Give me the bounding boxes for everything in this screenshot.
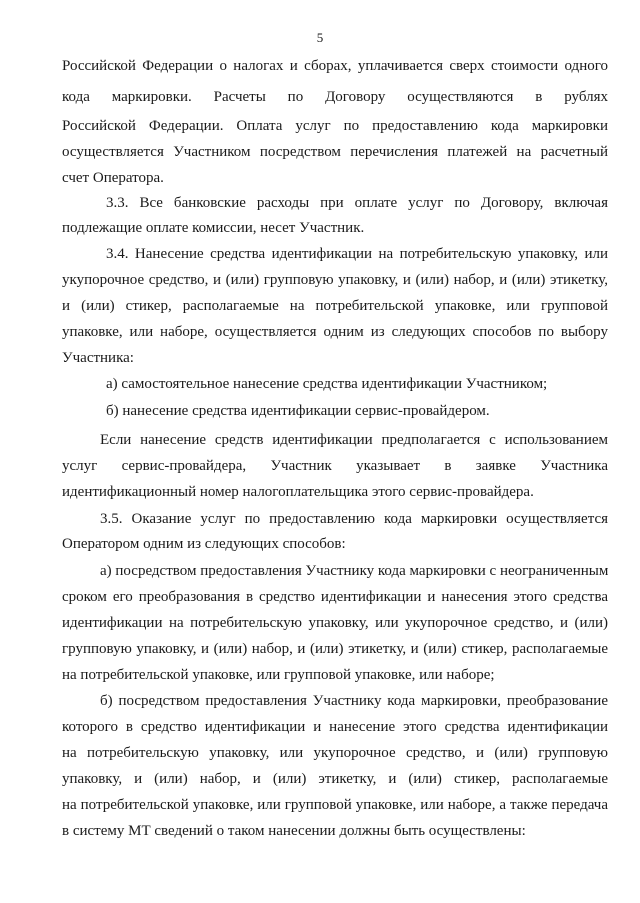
text-line: на потребительской упаковке, или групповой упаковке, или наборе; [62, 667, 495, 683]
text-line: которого в средство идентификации и нанесение этого средства идентификации [62, 719, 608, 735]
text-line: 3.3. Все банковские расходы при оплате услуг по Договору, включая [106, 195, 608, 211]
text-line: Российской Федерации. Оплата услуг по предоставлению кода маркировки [62, 118, 608, 134]
text-line: идентификационный номер налогоплательщика этого сервис-провайдера. [62, 484, 534, 500]
text-line: на потребительскую упаковку, или укупорочное средство, и (или) групповую [62, 745, 608, 761]
text-line: и (или) стикер, располагаемые на потребительской упаковке, или групповой [62, 298, 608, 314]
text-line: б) нанесение средства идентификации сервис-провайдером. [106, 403, 490, 419]
text-line: в систему МТ сведений о таком нанесении должны быть осуществлены: [62, 823, 526, 839]
page-number: 5 [316, 30, 324, 45]
text-line: сроком его преобразования в средство идентификации и нанесения этого средства [62, 589, 608, 605]
text-line: Участника: [62, 350, 134, 366]
text-line: кода маркировки. Расчеты по Договору осуществляются в рублях [62, 89, 608, 105]
text-line: 3.4. Нанесение средства идентификации на потребительскую упаковку, или [106, 246, 608, 262]
text-line: осуществляется Участником посредством перечисления платежей на расчетный [62, 144, 608, 160]
text-line: счет Оператора. [62, 170, 164, 186]
text-line: укупорочное средство, и (или) групповую упаковку, и (или) набор, и (или) этикетку, [62, 272, 608, 288]
text-line: 3.5. Оказание услуг по предоставлению кода маркировки осуществляется [100, 511, 608, 527]
text-line: услуг сервис-провайдера, Участник указывает в заявке Участника [62, 458, 608, 474]
text-line: Оператором одним из следующих способов: [62, 536, 346, 552]
text-line: упаковке, или наборе, осуществляется одним из следующих способов по выбору [62, 324, 608, 340]
text-line: на потребительской упаковке, или групповой упаковке, или наборе, а также передача [62, 797, 608, 813]
text-line: а) самостоятельное нанесение средства идентификации Участником; [106, 376, 548, 392]
text-line: Если нанесение средств идентификации предполагается с использованием [100, 432, 608, 448]
text-line: групповую упаковку, и (или) набор, и (или) этикетку, и (или) стикер, располагаемые [62, 641, 608, 657]
text-line: упаковку, и (или) набор, и (или) этикетку, и (или) стикер, располагаемые [62, 771, 608, 787]
text-line: идентификации на потребительскую упаковку, или укупорочное средство, и (или) [62, 615, 608, 631]
text-line: б) посредством предоставления Участнику кода маркировки, преобразование [100, 693, 608, 709]
text-line: Российской Федерации о налогах и сборах, уплачивается сверх стоимости одного [62, 58, 608, 74]
text-line: а) посредством предоставления Участнику кода маркировки с неограниченным [100, 563, 609, 579]
text-line: подлежащие оплате комиссии, несет Участник. [62, 220, 365, 236]
